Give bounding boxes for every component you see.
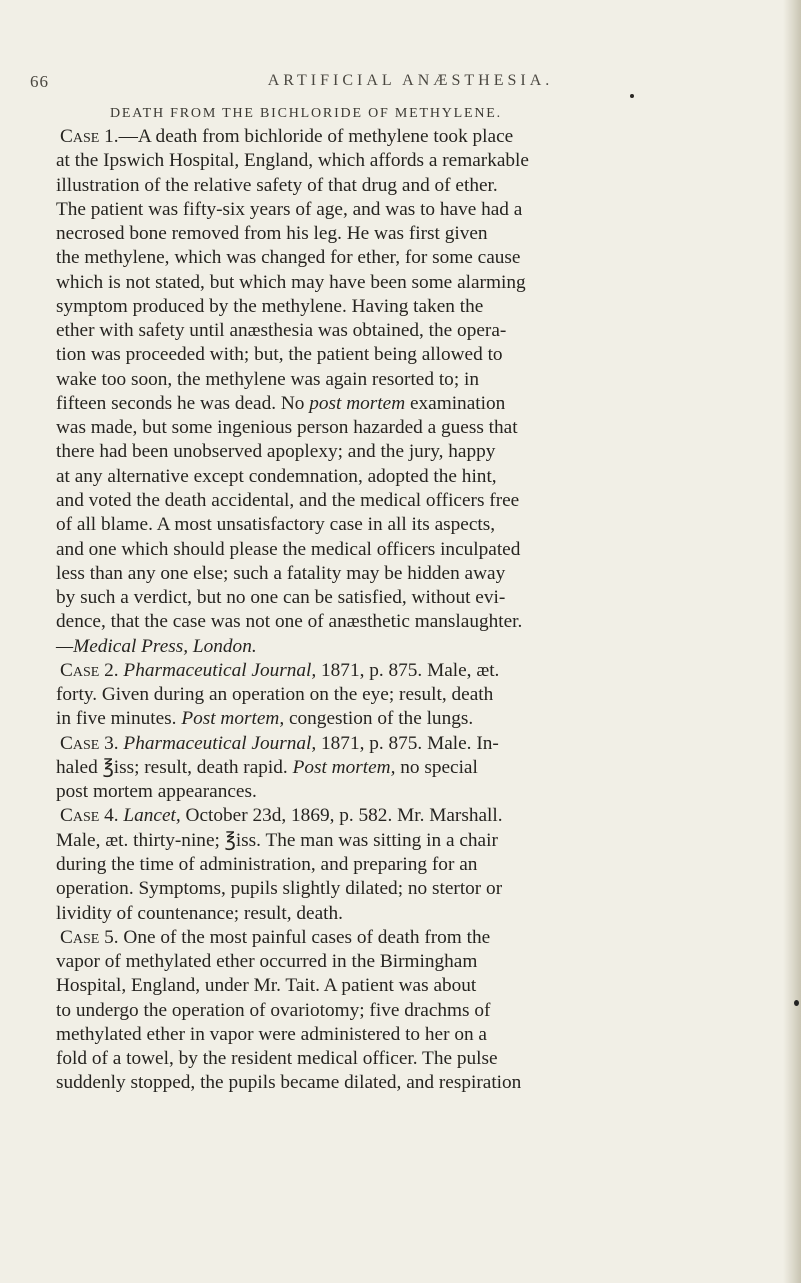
case-1-line: and one which should please the medical officers inculpated	[56, 538, 521, 560]
body-text	[56, 125, 764, 1096]
case-1-line: dence, that the case was not one of anæsthetic manslaughter.	[56, 611, 523, 633]
case-1-line: The patient was fifty-six years of age, and was to have had a	[56, 198, 523, 220]
case-1-line: wake too soon, the methylene was again resorted to; in	[56, 368, 480, 390]
case-1-line: of all blame. A most unsatisfactory case in all its aspects,	[56, 514, 496, 536]
case-label: Case 1.	[60, 126, 119, 147]
case-1-line: less than any one else; such a fatality may be hidden away	[56, 562, 506, 584]
text-run: no special	[395, 756, 478, 778]
case-5-line	[56, 926, 764, 950]
citation: —Medical Press, London.	[56, 635, 257, 657]
case-2-line	[56, 707, 764, 731]
page-edge-shadow	[783, 0, 801, 1283]
case-label: Case 3.	[60, 732, 119, 754]
page-number: 66	[30, 72, 49, 91]
case-4-line: operation. Symptoms, pupils slightly dilated; no stertor or	[56, 878, 503, 900]
italic-term: Lancet,	[123, 805, 181, 827]
case-1-line: by such a verdict, but no one can be satisfied, without evi-	[56, 587, 506, 609]
italic-term: Pharmaceutical Journal,	[123, 732, 317, 754]
case-1-line: ether with safety until anæsthesia was obtained, the opera-	[56, 320, 507, 342]
text-run: examination	[405, 392, 506, 414]
case-1-line: the methylene, which was changed for ether, for some cause	[56, 247, 521, 269]
ink-speck	[794, 1000, 799, 1006]
case-5-line: vapor of methylated ether occurred in the Birmingham	[56, 951, 478, 973]
case-1-line: and voted the death accidental, and the medical officers free	[56, 489, 520, 511]
case-1-line: tion was proceeded with; but, the patient being allowed to	[56, 344, 503, 366]
text-run: in five minutes.	[56, 708, 182, 730]
case-3-line	[56, 732, 764, 756]
case-1-line: symptom produced by the methylene. Having taken the	[56, 295, 484, 317]
running-head: ARTIFICIAL ANÆSTHESIA.	[267, 72, 554, 89]
case-3-line	[56, 756, 764, 780]
case-1-line	[56, 392, 764, 416]
text-run: congestion of the lungs.	[284, 708, 474, 730]
case-label: Case 4.	[60, 805, 119, 827]
case-1-line: at the Ipswich Hospital, England, which affords a remarkable	[56, 150, 529, 172]
text-run: 1871, p. 875. Male. In-	[316, 732, 499, 754]
case-4-line: during the time of administration, and preparing for an	[56, 853, 478, 875]
case-2-line: forty. Given during an operation on the eye; result, death	[56, 684, 494, 706]
italic-term: Post mortem,	[292, 756, 396, 778]
case-1-line: illustration of the relative safety of that drug and of ether.	[56, 174, 498, 196]
italic-term: Pharmaceutical Journal,	[123, 659, 317, 681]
case-3-line: post mortem appearances.	[56, 781, 257, 803]
case-4-line: lividity of countenance; result, death.	[56, 902, 343, 924]
case-label: Case 5.	[60, 926, 119, 948]
case-5-line: Hospital, England, under Mr. Tait. A patient was about	[56, 975, 477, 997]
case-1-line: necrosed bone removed from his leg. He was first given	[56, 223, 488, 245]
case-5-line: methylated ether in vapor were administered to her on a	[56, 1023, 487, 1045]
case-1-line: was made, but some ingenious person hazarded a guess that	[56, 417, 518, 439]
ink-speck	[630, 94, 634, 98]
case-4-line: Male, æt. thirty-nine; ℥iss. The man was sitting in a chair	[56, 829, 498, 851]
text-run: haled ℥iss; result, death rapid.	[56, 756, 293, 778]
case-2-line	[56, 659, 764, 683]
section-heading: DEATH FROM THE BICHLORIDE OF METHYLENE.	[110, 106, 502, 121]
text-run: October 23d, 1869, p. 582. Mr. Marshall.	[180, 805, 503, 827]
case-5-line: to undergo the operation of ovariotomy; five drachms of	[56, 999, 491, 1021]
text-run: One of the most painful cases of death from the	[118, 926, 491, 948]
case-5-line: fold of a towel, by the resident medical officer. The pulse	[56, 1048, 498, 1070]
case-5-line: suddenly stopped, the pupils became dilated, and respiration	[56, 1072, 522, 1094]
case-1-line: which is not stated, but which may have been some alarming	[56, 271, 526, 293]
case-1-line: there had been unobserved apoplexy; and the jury, happy	[56, 441, 496, 463]
text-run: fifteen seconds he was dead. No	[56, 392, 310, 414]
case-1-line: at any alternative except condemnation, adopted the hint,	[56, 465, 497, 487]
case-label: Case 2.	[60, 659, 119, 681]
italic-term: post mortem	[309, 392, 406, 414]
italic-term: Post mortem,	[181, 708, 285, 730]
case-1-line	[56, 125, 764, 149]
case-4-line	[56, 804, 764, 828]
text-run: —A death from bichloride of methylene took place	[118, 126, 514, 147]
text-run: 1871, p. 875. Male, æt.	[316, 659, 500, 681]
